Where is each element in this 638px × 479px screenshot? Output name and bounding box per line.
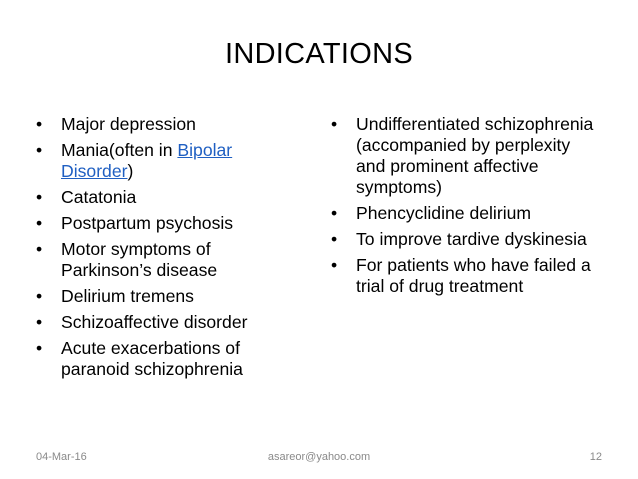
list-item bbox=[36, 338, 298, 380]
list-item-text: Catatonia bbox=[61, 187, 137, 207]
bullet-icon: • bbox=[331, 255, 338, 275]
bullet-icon: • bbox=[36, 312, 43, 332]
list-item bbox=[36, 187, 298, 208]
list-item bbox=[331, 203, 603, 224]
bullet-icon: • bbox=[36, 338, 43, 358]
list-item-text: Postpartum psychosis bbox=[61, 213, 234, 233]
footer-date: 04-Mar-16 bbox=[36, 451, 87, 463]
bullet-icon: • bbox=[36, 239, 43, 259]
list-item-text: Acute exacerbations of paranoid schizophrenia bbox=[61, 338, 243, 379]
bullet-icon: • bbox=[36, 140, 43, 160]
bullet-icon: • bbox=[331, 203, 338, 223]
bullet-icon: • bbox=[36, 286, 43, 306]
bullet-icon: • bbox=[331, 229, 338, 249]
slide-title: INDICATIONS bbox=[224, 38, 414, 70]
list-item bbox=[36, 239, 298, 281]
list-item bbox=[36, 114, 298, 135]
left-bullet-list bbox=[36, 114, 298, 385]
list-item bbox=[36, 312, 298, 333]
right-bullet-list bbox=[331, 114, 603, 302]
list-item-text: To improve tardive dyskinesia bbox=[356, 229, 587, 249]
list-item-text: Delirium tremens bbox=[61, 286, 194, 306]
list-item bbox=[36, 213, 298, 234]
list-item bbox=[331, 229, 603, 250]
list-item-text: Schizoaffective disorder bbox=[61, 312, 248, 332]
list-item-text: For patients who have failed a trial of drug treatment bbox=[356, 255, 591, 296]
bullet-icon: • bbox=[36, 114, 43, 134]
list-item-text: Major depression bbox=[61, 114, 196, 134]
list-item-text: Mania(often in bbox=[61, 140, 178, 160]
bullet-icon: • bbox=[36, 187, 43, 207]
list-item-text: Undifferentiated schizophrenia (accompanied by perplexity and prominent affective symptoms) bbox=[356, 114, 594, 197]
bullet-icon: • bbox=[36, 213, 43, 233]
list-item bbox=[331, 114, 603, 198]
list-item-text-suffix: ) bbox=[127, 161, 134, 181]
list-item-text: Motor symptoms of Parkinson’s disease bbox=[61, 239, 218, 280]
footer-email: asareor@yahoo.com bbox=[267, 451, 371, 463]
bullet-icon: • bbox=[331, 114, 338, 134]
list-item-text: Phencyclidine delirium bbox=[356, 203, 532, 223]
bipolar-disorder-link[interactable]: Bipolar Disorder bbox=[61, 140, 233, 181]
list-item bbox=[36, 286, 298, 307]
list-item bbox=[36, 140, 298, 182]
footer-page-number: 12 bbox=[589, 451, 602, 463]
list-item bbox=[331, 255, 603, 297]
